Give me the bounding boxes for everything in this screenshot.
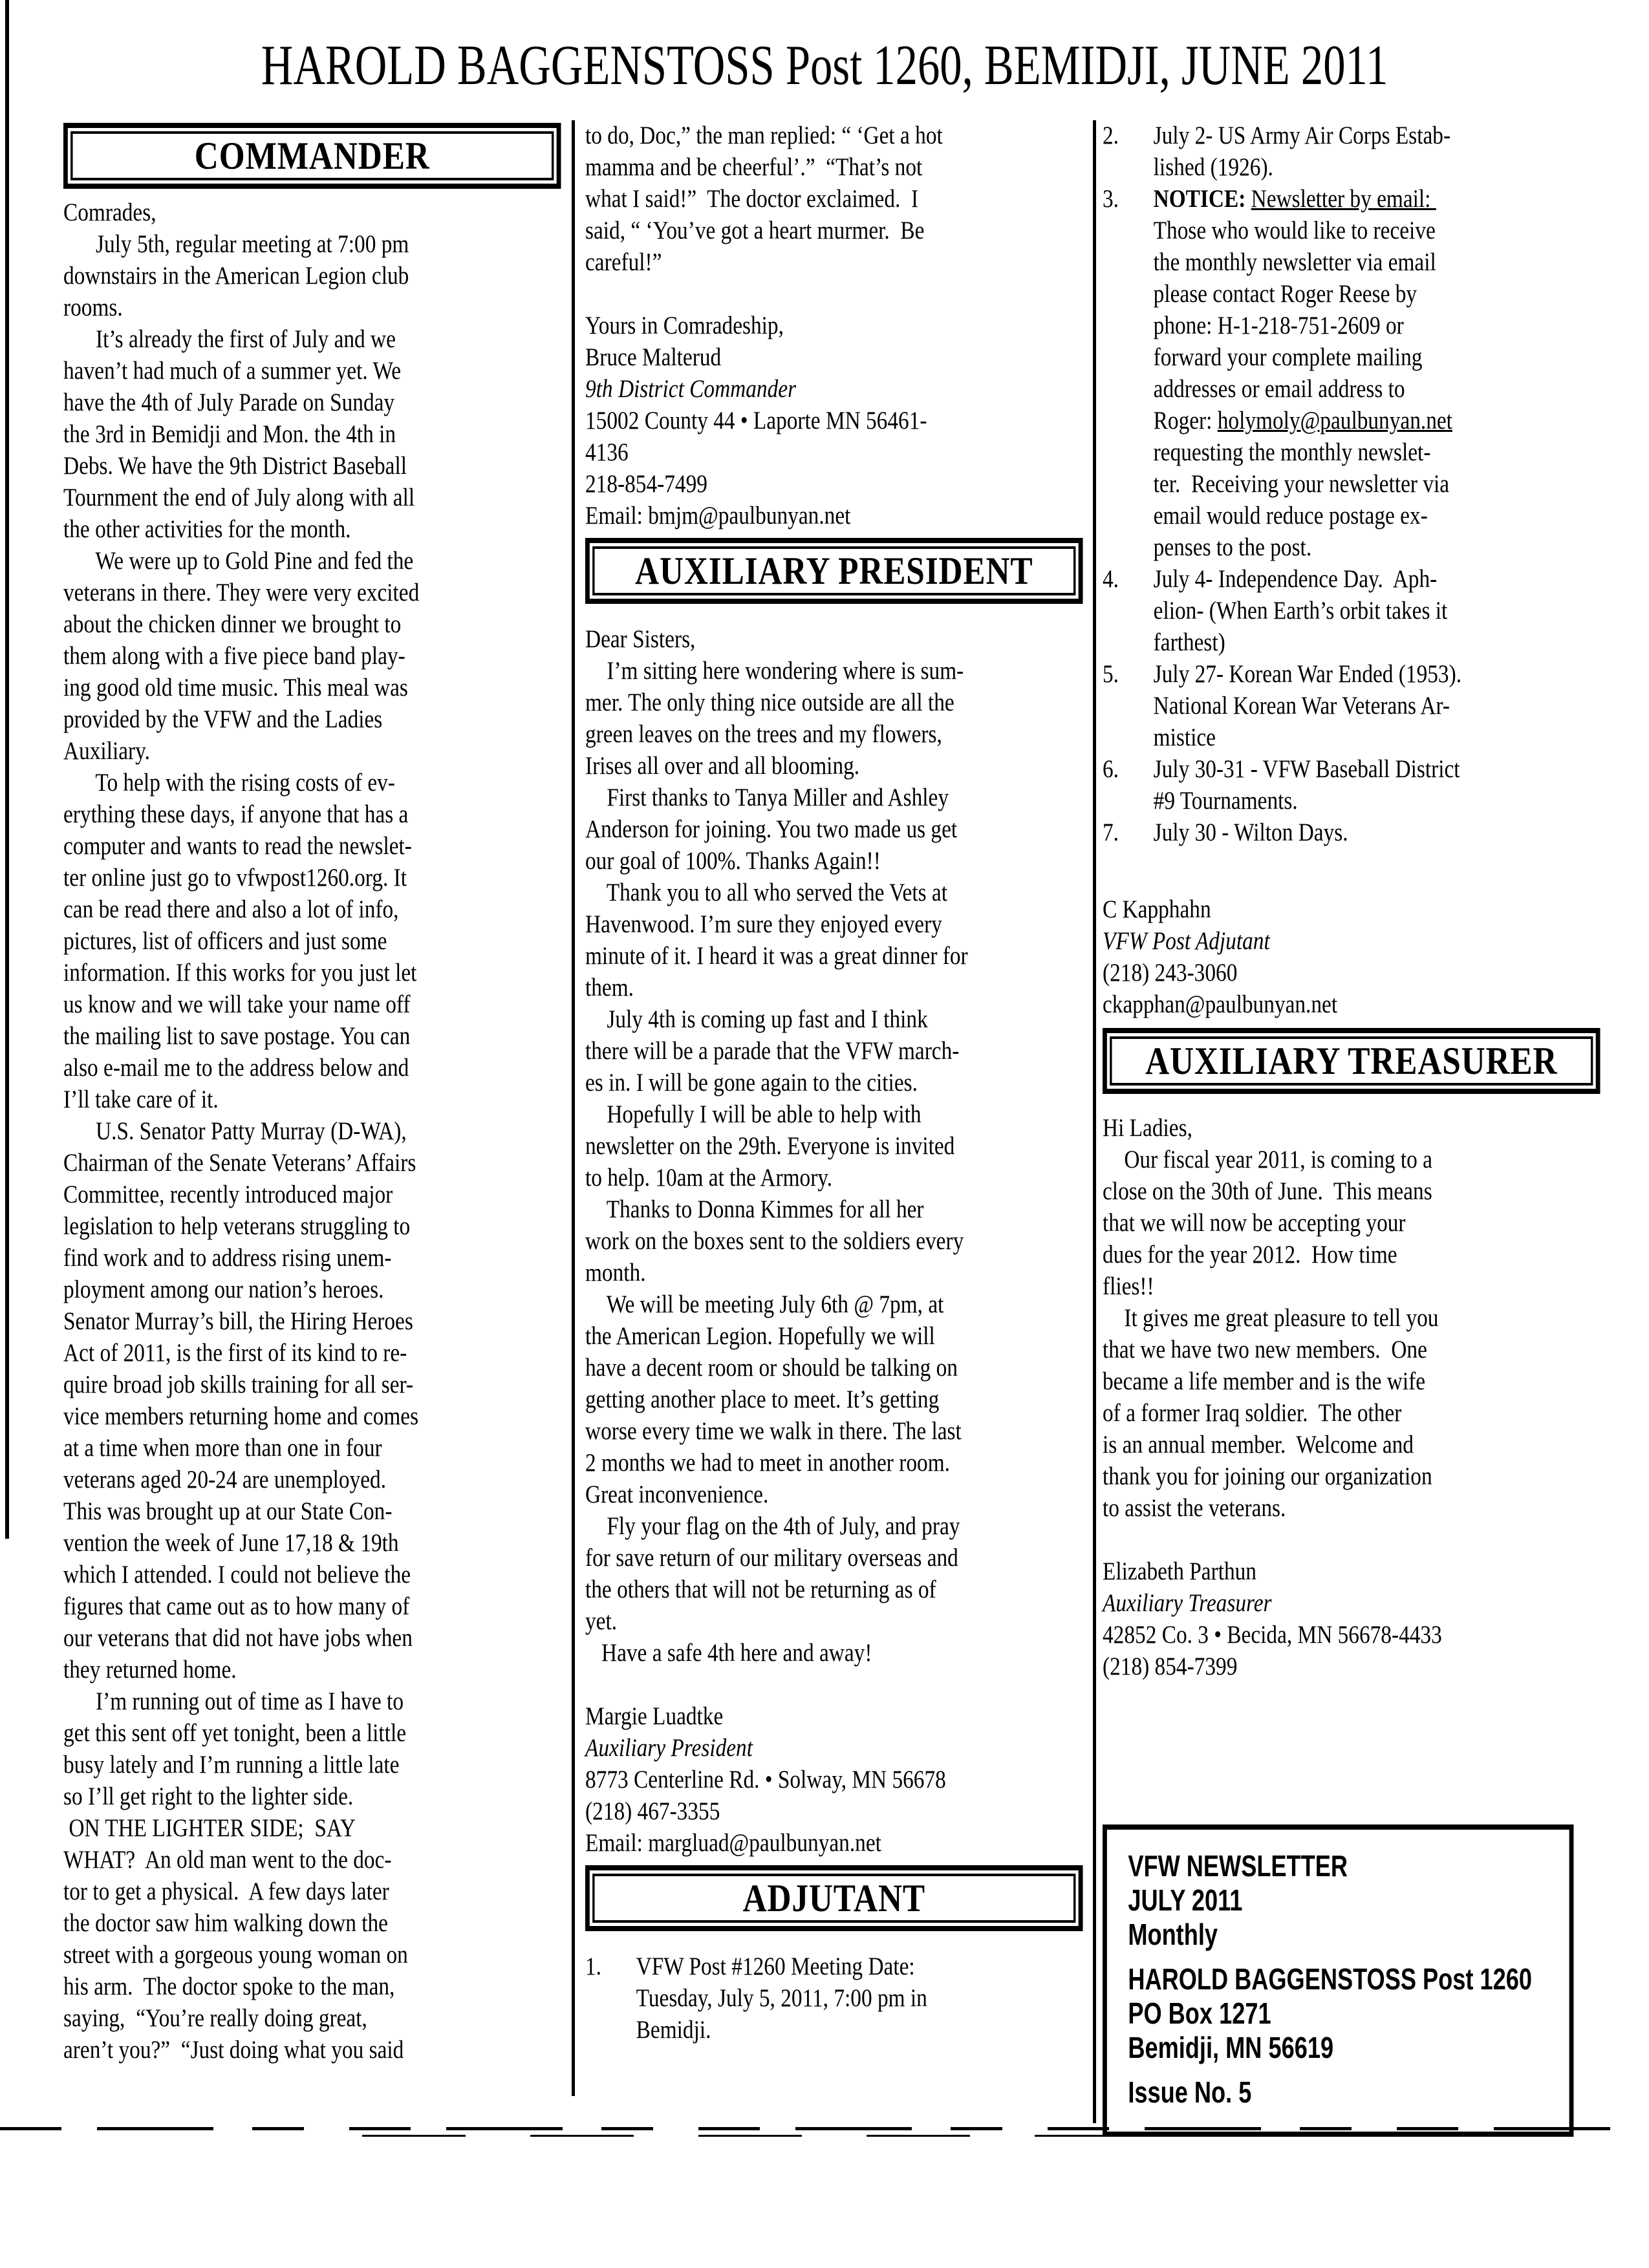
text-line: work on the boxes sent to the soldiers every — [585, 1227, 964, 1255]
text-line: Debs. We have the 9th District Baseball — [63, 452, 407, 480]
text-line: Thank you to all who served the Vets at — [585, 879, 947, 906]
text-line: which I attended. I could not believe the — [63, 1561, 411, 1589]
text-line: We were up to Gold Pine and fed the — [63, 547, 414, 575]
text-line: can be read there and also a lot of info, — [63, 895, 399, 923]
text-line: worse every time we walk in there. The last — [585, 1417, 962, 1445]
list-item-number: 1. — [585, 1952, 602, 1980]
text-line: 218-854-7499 — [585, 470, 707, 498]
text-line: First thanks to Tanya Miller and Ashley — [585, 784, 949, 811]
text-line: get this sent off yet tonight, been a little — [63, 1719, 407, 1747]
text-line: It gives me great pleasure to tell you — [1103, 1304, 1439, 1332]
text-line: tor to get a physical. A few days later — [63, 1878, 389, 1905]
text-line: to assist the veterans. — [1103, 1494, 1286, 1522]
text-line: find work and to address rising unem- — [63, 1244, 392, 1272]
list-item-text — [1154, 120, 1600, 183]
text-line: quire broad job skills training for all ser- — [63, 1371, 414, 1398]
text-line: 2 months we had to meet in another room. — [585, 1449, 950, 1477]
text-line: about the chicken dinner we brought to — [63, 610, 402, 638]
text-line: flies!! — [1103, 1272, 1154, 1300]
text-line: our veterans that did not have jobs when — [63, 1624, 413, 1652]
text-line: us know and we will take your name off — [63, 990, 411, 1018]
numbered-list-item — [585, 1951, 1083, 2046]
text-line — [585, 1669, 1083, 1700]
text-line: Auxiliary President — [585, 1734, 753, 1762]
text-line: dues for the year 2012. How time — [1103, 1241, 1397, 1268]
text-line: Bemidji. — [636, 2016, 711, 2044]
text-line: Hopefully I will be able to help with — [585, 1100, 921, 1128]
text-line: National Korean War Veterans Ar- — [1153, 692, 1450, 720]
text-line: the 3rd in Bemidji and Mon. the 4th in — [63, 420, 396, 448]
numbered-list-item — [1103, 183, 1600, 563]
text-line: mamma and be cheerful’.” “That’s not — [585, 153, 923, 181]
text-line: Committee, recently introduced major — [63, 1181, 393, 1208]
text-line: there will be a parade that the VFW march- — [585, 1037, 960, 1065]
text-line: Hi Ladies, — [1103, 1114, 1192, 1142]
text-line: Bruce Malterud — [585, 343, 722, 371]
list-item-number: 2. — [1103, 122, 1119, 149]
text-line: Auxiliary Treasurer — [1103, 1589, 1272, 1617]
text-line: them. — [585, 974, 634, 1001]
text-line: penses to the post. — [1153, 533, 1312, 561]
text-line: (218) 854-7399 — [1103, 1653, 1238, 1680]
text-line: the doctor saw him walking down the — [63, 1909, 388, 1937]
text-line: ter. Receiving your newsletter via — [1153, 470, 1450, 498]
page-bottom-scan-line — [0, 2127, 1649, 2130]
text-line: (218) 467-3355 — [585, 1797, 720, 1825]
text-line: lished (1926). — [1153, 153, 1273, 181]
page-edge-scan-line — [5, 0, 9, 1539]
text-line: aren’t you?” “Just doing what you said — [63, 2036, 404, 2064]
text-line: vention the week of June 17,18 & 19th — [63, 1529, 399, 1557]
text-line: figures that came out as to how many of — [63, 1592, 410, 1620]
text-line: newsletter on the 29th. Everyone is invited — [585, 1132, 955, 1160]
text-line: NOTICE: Newsletter by email: — [1153, 185, 1436, 213]
text-line: busy lately and I’m running a little late — [63, 1751, 400, 1779]
list-item-number: 5. — [1103, 660, 1119, 688]
text-line: month. — [585, 1259, 646, 1287]
text-line: Have a safe 4th here and away! — [585, 1639, 872, 1667]
text-line: our goal of 100%. Thanks Again!! — [585, 847, 881, 875]
text-line: 9th District Commander — [585, 375, 797, 403]
text-line — [585, 278, 1083, 310]
text-line: ployment among our nation’s heroes. — [63, 1276, 384, 1303]
text-line: thank you for joining our organization — [1103, 1462, 1432, 1490]
text-line: Comrades, — [63, 198, 156, 226]
text-line: Margie Luadtke — [585, 1702, 724, 1730]
text-line: the other activities for the month. — [63, 515, 351, 543]
text-line: street with a gorgeous young woman on — [63, 1941, 408, 1969]
text-line: email would reduce postage ex- — [1153, 502, 1428, 530]
list-item-text — [1154, 817, 1600, 848]
text-line: 15002 County 44 • Laporte MN 56461- — [585, 407, 927, 434]
text-line: ing good old time music. This meal was — [63, 674, 408, 701]
page-title-text: HAROLD BAGGENSTOSS Post 1260, BEMIDJI, JUNE 2011 — [261, 34, 1388, 97]
text-line: forward your complete mailing — [1153, 343, 1423, 371]
text-line: Tuesday, July 5, 2011, 7:00 pm in — [636, 1984, 927, 2012]
text-line: July 4th is coming up fast and I think — [585, 1005, 928, 1033]
text-line: legislation to help veterans struggling to — [63, 1212, 411, 1240]
text-line: July 5th, regular meeting at 7:00 pm — [63, 230, 409, 258]
text-line: his arm. The doctor spoke to the man, — [63, 1973, 395, 2000]
newsletter-info-lines — [1128, 1849, 1564, 2110]
text-line: Havenwood. I’m sure they enjoyed every — [585, 910, 942, 938]
text-line: computer and wants to read the newslet- — [63, 832, 412, 860]
commander-header: COMMANDER — [70, 131, 554, 180]
text-line: Thanks to Donna Kimmes for all her — [585, 1195, 924, 1223]
text-line: to do, Doc,” the man replied: “ ‘Get a hot — [585, 122, 943, 149]
text-line: Those who would like to receive — [1153, 217, 1436, 244]
text-line: what I said!” The doctor exclaimed. I — [585, 185, 919, 213]
text-line: Great inconvenience. — [585, 1481, 769, 1508]
text-line: U.S. Senator Patty Murray (D-WA), — [63, 1117, 407, 1145]
auxiliary-treasurer-header: AUXILIARY TREASURER — [1110, 1036, 1593, 1086]
list-item-text — [1154, 658, 1600, 753]
auxiliary-treasurer-header-box — [1103, 1028, 1600, 1094]
text-line: careful!” — [585, 248, 662, 276]
numbered-list-item — [1103, 753, 1600, 817]
list-item-text — [1154, 183, 1600, 563]
text-line: VFW NEWSLETTER — [1128, 1849, 1348, 1883]
text-line: VFW Post #1260 Meeting Date: — [636, 1952, 915, 1980]
text-line: 42852 Co. 3 • Becida, MN 56678-4433 — [1103, 1621, 1442, 1649]
text-line: ON THE LIGHTER SIDE; SAY — [63, 1814, 356, 1842]
commander-header-box — [63, 123, 561, 189]
text-line: 4136 — [585, 438, 629, 466]
text-line: of a former Iraq soldier. The other — [1103, 1399, 1402, 1427]
text-line: Irises all over and all blooming. — [585, 752, 860, 780]
right-column — [1103, 120, 1600, 2137]
text-line: Monthly — [1128, 1918, 1218, 1951]
text-line: pictures, list of officers and just some — [63, 927, 387, 955]
text-line: haven’t had much of a summer yet. We — [63, 357, 402, 385]
adjutant-list-continued — [1103, 120, 1600, 848]
list-item-number: 3. — [1103, 185, 1119, 213]
text-line: I’m sitting here wondering where is sum- — [585, 657, 964, 685]
text-line: es in. I will be gone again to the cities. — [585, 1069, 918, 1097]
text-line: To help with the rising costs of ev- — [63, 769, 395, 797]
text-line: Auxiliary. — [63, 737, 150, 765]
auxiliary-president-header: AUXILIARY PRESIDENT — [592, 546, 1075, 595]
numbered-list-item — [1103, 817, 1600, 848]
text-line: veterans in there. They were very excited — [63, 579, 420, 606]
text-line: Yours in Comradeship, — [585, 312, 784, 339]
text-line: Roger: holymoly@paulbunyan.net — [1153, 407, 1452, 434]
text-line: also e-mail me to the address below and — [63, 1054, 409, 1082]
text-line: that we will now be accepting your — [1103, 1209, 1406, 1237]
text-line: them along with a five piece band play- — [63, 642, 405, 670]
text-line: Act of 2011, is the first of its kind to re- — [63, 1339, 407, 1367]
text-line: It’s already the first of July and we — [63, 325, 396, 353]
text-line: have the 4th of July Parade on Sunday — [63, 389, 395, 416]
text-line: C Kapphahn — [1103, 895, 1211, 923]
auxiliary-president-header-box — [585, 538, 1083, 604]
text-line: I’ll take care of it. — [63, 1086, 219, 1113]
text-line: Chairman of the Senate Veterans’ Affairs — [63, 1149, 416, 1177]
text-line: ter online just go to vfwpost1260.org. It — [63, 864, 407, 892]
text-line: WHAT? An old man went to the doc- — [63, 1846, 392, 1874]
text-line: PO Box 1271 — [1128, 1996, 1271, 2030]
text-line: so I’ll get right to the lighter side. — [63, 1782, 354, 1810]
numbered-list-item — [1103, 120, 1600, 183]
text-line: provided by the VFW and the Ladies — [63, 705, 383, 733]
text-line: saying, “You’re really doing great, — [63, 2004, 367, 2032]
text-line: for save return of our military overseas and — [585, 1544, 958, 1572]
text-line: erything these days, if anyone that has a — [63, 800, 409, 828]
text-line: Email: margluad@paulbunyan.net — [585, 1829, 881, 1857]
text-line: yet. — [585, 1607, 618, 1635]
text-line: We will be meeting July 6th @ 7pm, at — [585, 1290, 944, 1318]
text-line: rooms. — [63, 294, 123, 321]
newsletter-info-box — [1103, 1824, 1573, 2137]
adjutant-list-start — [585, 1951, 1083, 2046]
text-line — [1103, 1524, 1600, 1556]
text-line: July 4- Independence Day. Aph- — [1153, 565, 1438, 593]
adjutant-signature — [1103, 893, 1600, 1020]
text-line: This was brought up at our State Con- — [63, 1497, 393, 1525]
text-line: #9 Tournaments. — [1153, 787, 1298, 815]
text-line: Issue No. 5 — [1128, 2075, 1252, 2109]
text-line: July 2- US Army Air Corps Estab- — [1153, 122, 1451, 149]
adjutant-header-box — [585, 1865, 1083, 1931]
text-line: that we have two new members. One — [1103, 1336, 1427, 1364]
text-line: mer. The only thing nice outside are all the — [585, 689, 954, 716]
text-line: veterans aged 20-24 are unemployed. — [63, 1466, 387, 1493]
page-bottom-scan-line-fragment — [362, 2135, 1332, 2137]
text-line: addresses or email address to — [1153, 375, 1405, 403]
list-item-number: 7. — [1103, 818, 1119, 846]
text-line: requesting the monthly newslet- — [1153, 438, 1431, 466]
text-line: Dear Sisters, — [585, 625, 696, 653]
text-line: minute of it. I heard it was a great dinner for — [585, 942, 968, 970]
text-line: July 27- Korean War Ended (1953). — [1153, 660, 1462, 688]
list-item-text — [636, 1951, 1083, 2046]
list-item-text — [1154, 753, 1600, 817]
text-line: Elizabeth Parthun — [1103, 1557, 1256, 1585]
text-line: green leaves on the trees and my flowers, — [585, 720, 942, 748]
text-line: they returned home. — [63, 1656, 237, 1684]
column-divider-right — [1093, 120, 1096, 2123]
text-line: mistice — [1153, 723, 1216, 751]
text-line: Anderson for joining. You two made us get — [585, 815, 958, 843]
list-item-number: 4. — [1103, 565, 1119, 593]
numbered-list-item — [1103, 563, 1600, 658]
text-line: (218) 243-3060 — [1103, 959, 1238, 987]
auxiliary-president-article — [585, 623, 1083, 1859]
text-line: the monthly newsletter via email — [1153, 248, 1436, 276]
text-line: vice members returning home and comes — [63, 1402, 419, 1430]
text-line: getting another place to meet. It’s getting — [585, 1385, 940, 1413]
text-line: at a time when more than one in four — [63, 1434, 382, 1462]
text-line: July 30 - Wilton Days. — [1153, 818, 1348, 846]
text-line: close on the 30th of June. This means — [1103, 1177, 1432, 1205]
text-line: Bemidji, MN 56619 — [1128, 2031, 1334, 2064]
text-line: Fly your flag on the 4th of July, and pray — [585, 1512, 960, 1540]
text-line: became a life member and is the wife — [1103, 1367, 1426, 1395]
adjutant-header: ADJUTANT — [592, 1874, 1075, 1923]
text-line: said, “ ‘You’ve got a heart murmer. Be — [585, 217, 925, 244]
numbered-list-item — [1103, 658, 1600, 753]
commander-article-continued — [585, 120, 1083, 531]
text-line: Our fiscal year 2011, is coming to a — [1103, 1146, 1432, 1173]
text-line: information. If this works for you just let — [63, 959, 417, 987]
text-line: JULY 2011 — [1128, 1883, 1243, 1917]
list-item-number: 6. — [1103, 755, 1119, 783]
text-line: July 30-31 - VFW Baseball District — [1153, 755, 1460, 783]
text-line: to help. 10am at the Armory. — [585, 1164, 833, 1192]
text-line: Email: bmjm@paulbunyan.net — [585, 502, 851, 530]
auxiliary-treasurer-article — [1103, 1112, 1600, 1682]
text-line: ckapphan@paulbunyan.net — [1103, 990, 1338, 1018]
text-line: farthest) — [1153, 628, 1225, 656]
text-line: please contact Roger Reese by — [1153, 280, 1417, 308]
text-line: I’m running out of time as I have to — [63, 1687, 404, 1715]
text-line: HAROLD BAGGENSTOSS Post 1260 — [1128, 1962, 1532, 1996]
commander-column — [63, 123, 561, 2066]
text-line: the others that will not be returning as of — [585, 1576, 936, 1603]
text-line: VFW Post Adjutant — [1103, 927, 1270, 955]
column-divider-left — [572, 120, 575, 2096]
text-line: phone: H-1-218-751-2609 or — [1153, 312, 1404, 339]
text-line: Senator Murray’s bill, the Hiring Heroes — [63, 1307, 413, 1335]
page-title — [0, 34, 1649, 98]
commander-article — [63, 197, 561, 2066]
text-line: downstairs in the American Legion club — [63, 262, 409, 290]
text-line: the American Legion. Hopefully we will — [585, 1322, 935, 1350]
text-line: elion- (When Earth’s orbit takes it — [1153, 597, 1448, 625]
text-line: have a decent room or should be talking on — [585, 1354, 958, 1382]
middle-column — [585, 120, 1083, 2046]
text-line: Tournment the end of July along with all — [63, 484, 415, 511]
text-line: is an annual member. Welcome and — [1103, 1431, 1414, 1459]
text-line: the mailing list to save postage. You can — [63, 1022, 411, 1050]
list-item-text — [1154, 563, 1600, 658]
text-line: 8773 Centerline Rd. • Solway, MN 56678 — [585, 1766, 946, 1793]
